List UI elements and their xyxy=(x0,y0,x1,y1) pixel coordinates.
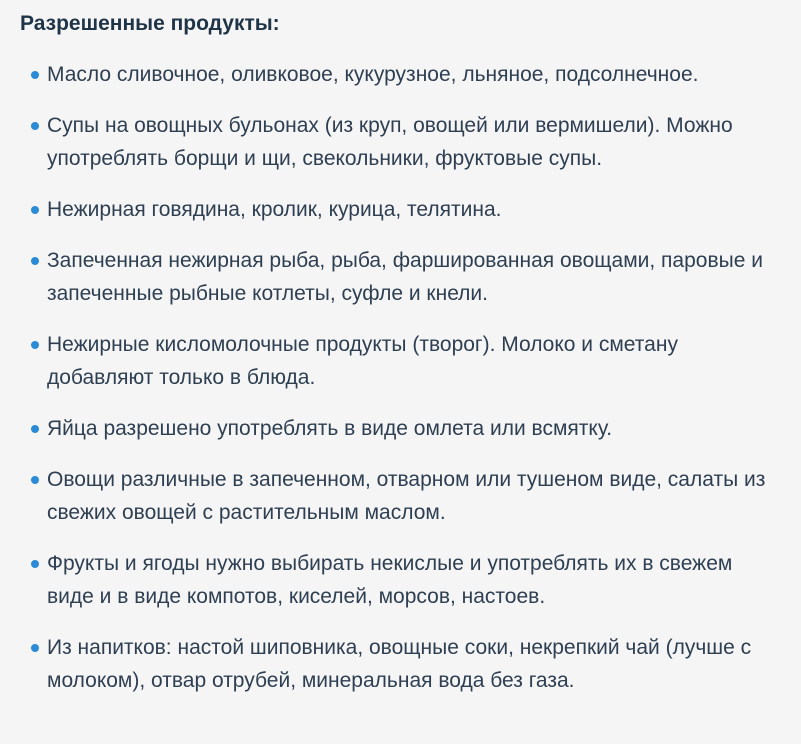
bullet-icon xyxy=(31,476,39,484)
list-item-text: Яйца разрешено употреблять в виде омлета или всмятку. xyxy=(47,417,613,440)
list-item-text: Овощи различные в запеченном, отварном или тушеном виде, салаты из свежих овощей с растительным маслом. xyxy=(47,468,766,524)
list-item xyxy=(20,463,781,529)
bullet-icon xyxy=(31,71,39,79)
allowed-products-list xyxy=(20,58,781,697)
bullet-icon xyxy=(31,341,39,349)
bullet-icon xyxy=(31,560,39,568)
list-item xyxy=(20,631,781,697)
bullet-icon xyxy=(31,425,39,433)
bullet-icon xyxy=(31,257,39,265)
bullet-icon xyxy=(31,206,39,214)
list-item-text: Запеченная нежирная рыба, рыба, фаршированная овощами, паровые и запеченные рыбные котлеты, суфле и кнели. xyxy=(47,249,763,305)
list-item-text: Масло сливочное, оливковое, кукурузное, льняное, подсолнечное. xyxy=(47,63,699,86)
list-item-text: Супы на овощных бульонах (из круп, овощей или вермишели). Можно употреблять борщи и щи, свекольники, фруктовые супы. xyxy=(47,114,733,170)
list-item-text: Нежирные кисломолочные продукты (творог). Молоко и сметану добавляют только в блюда. xyxy=(47,333,678,389)
list-item xyxy=(20,412,781,445)
section-heading: Разрешенные продукты: xyxy=(20,12,280,35)
list-item xyxy=(20,58,781,91)
list-item-text: Из напитков: настой шиповника, овощные соки, некрепкий чай (лучше с молоком), отвар отрубей, минеральная вода без газа. xyxy=(47,636,752,692)
list-item-text: Фрукты и ягоды нужно выбирать некислые и употреблять их в свежем виде и в виде компотов, киселей, морсов, настоев. xyxy=(47,552,733,608)
list-item xyxy=(20,109,781,175)
list-item xyxy=(20,193,781,226)
bullet-icon xyxy=(31,122,39,130)
list-item xyxy=(20,244,781,310)
list-item-text: Нежирная говядина, кролик, курица, телятина. xyxy=(47,198,502,221)
list-item xyxy=(20,547,781,613)
list-item xyxy=(20,328,781,394)
bullet-icon xyxy=(31,644,39,652)
